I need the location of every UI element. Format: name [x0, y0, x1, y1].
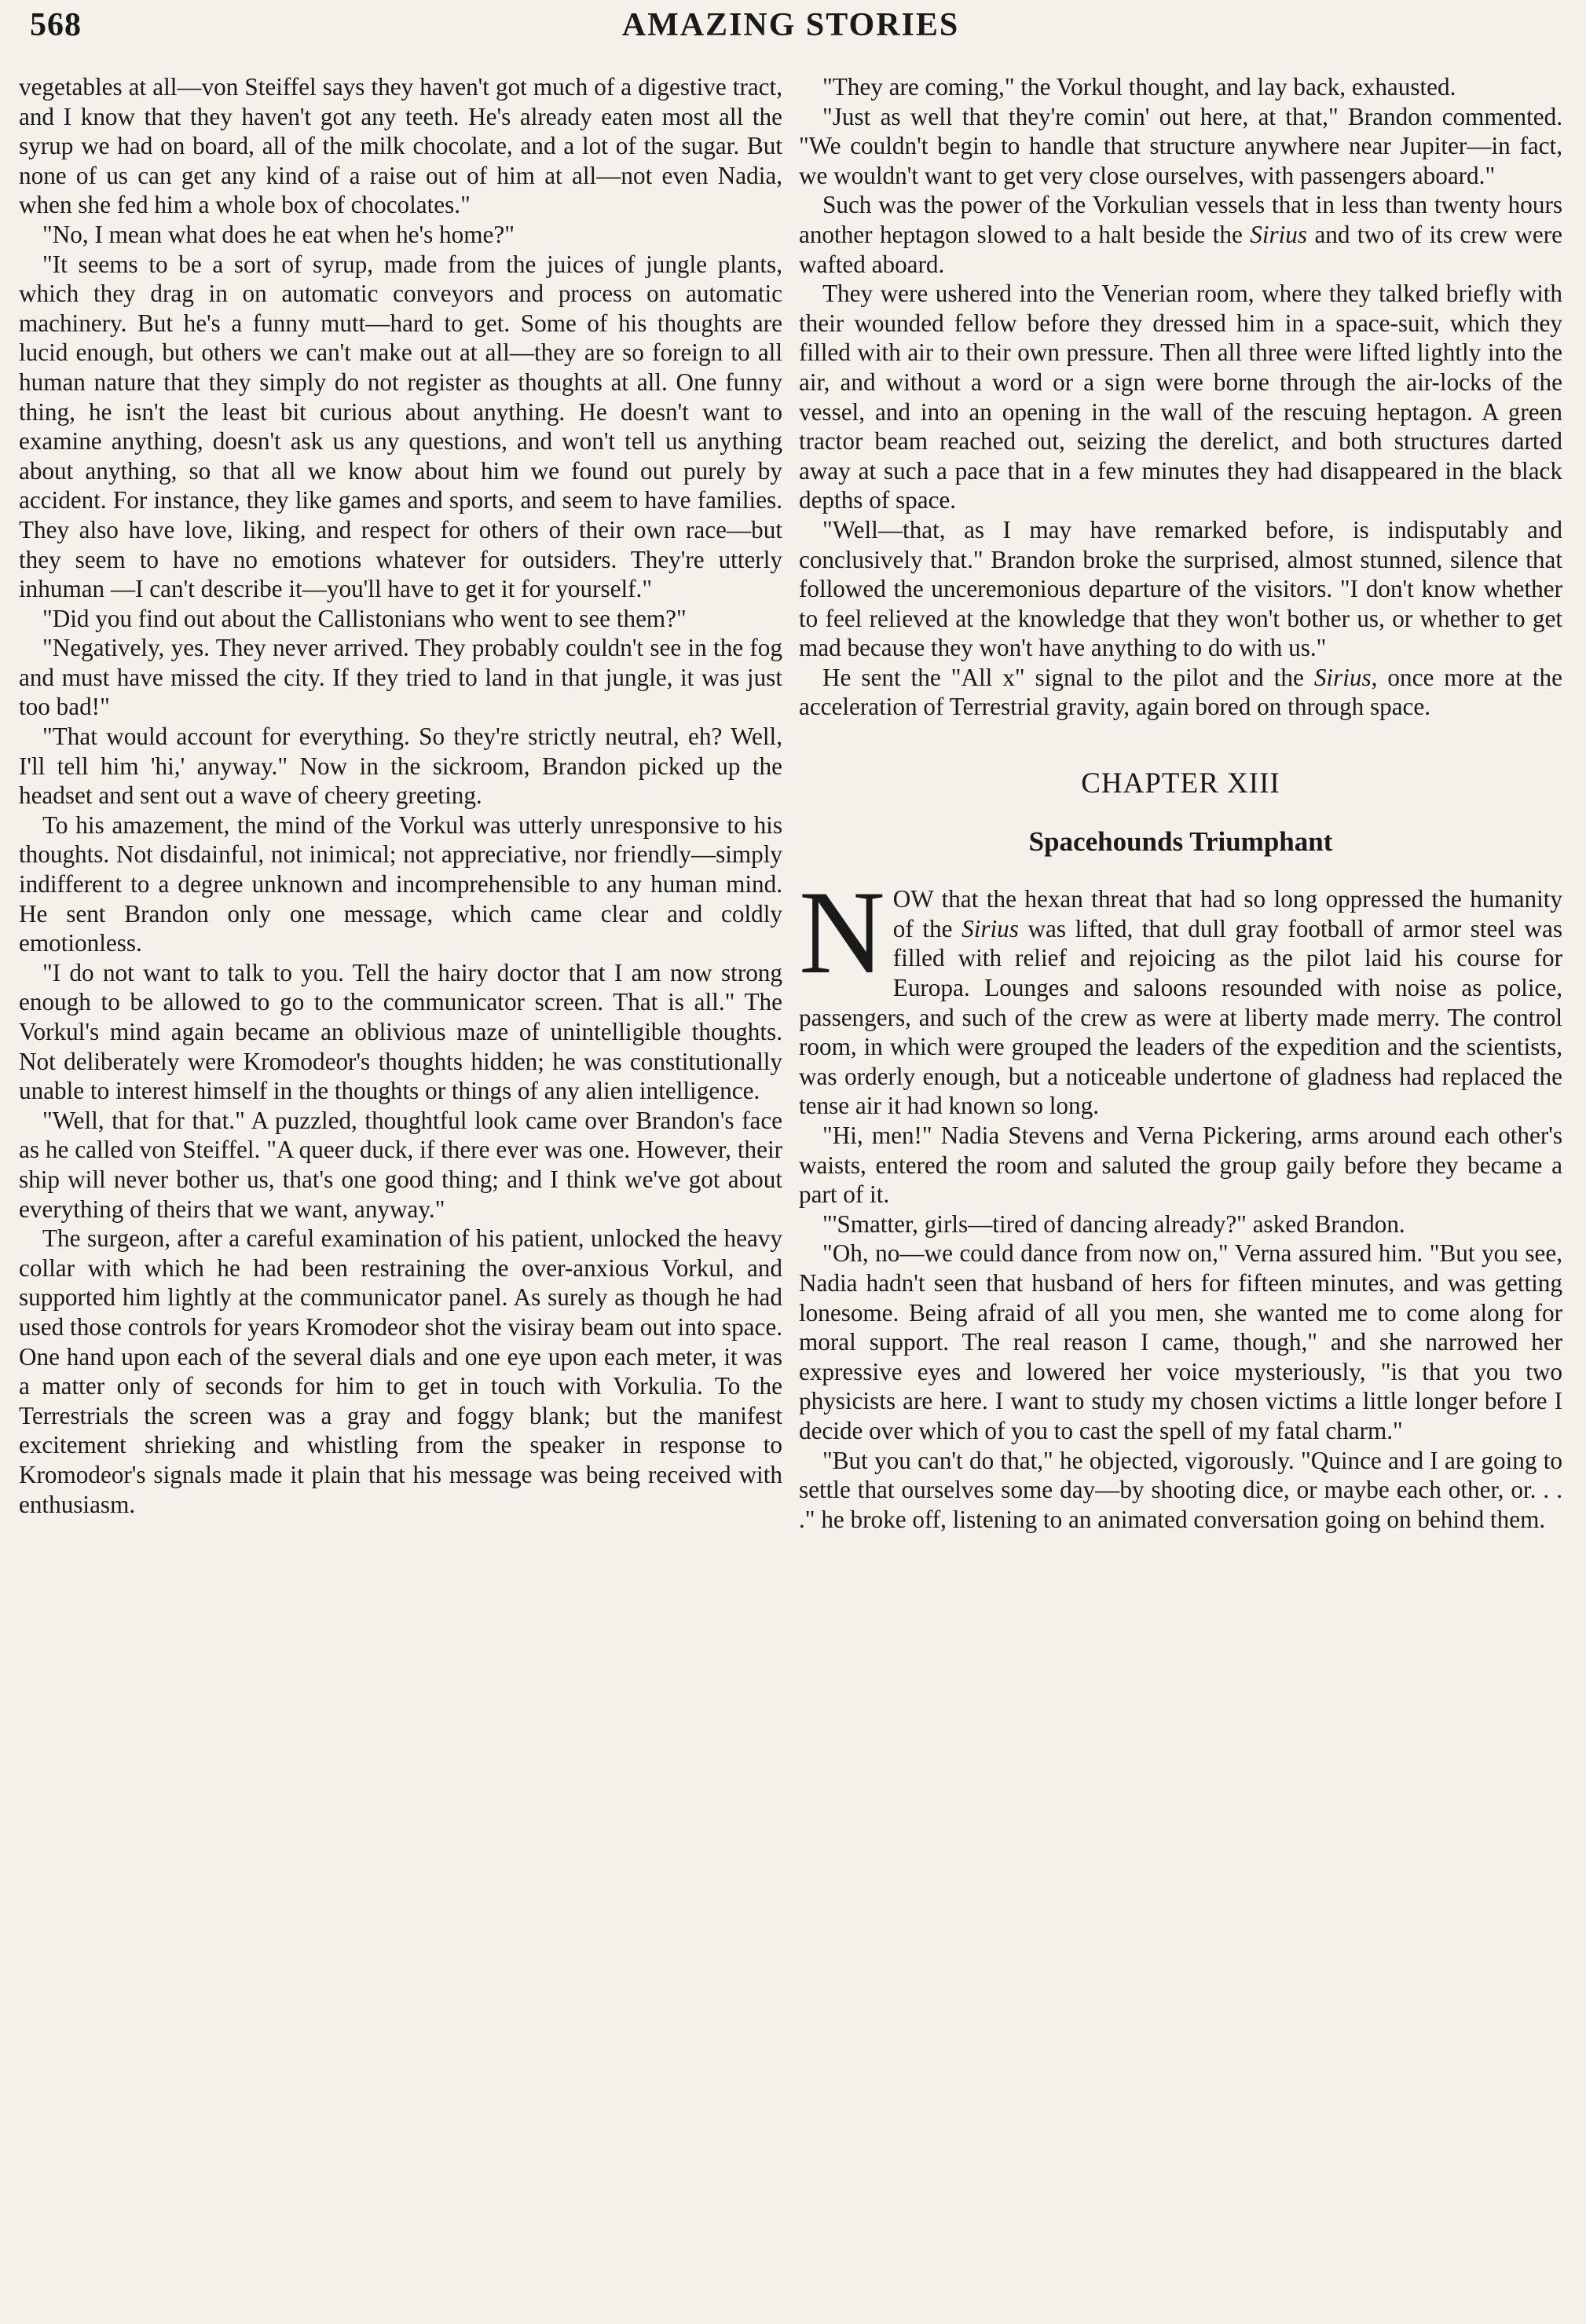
text-columns [19, 72, 1562, 2324]
running-title: AMAZING STORIES [621, 7, 960, 43]
right-column [799, 72, 1562, 2324]
paragraph: To his amazement, the mind of the Vorkul was utterly unresponsive to his thoughts. Not disdainful, not inimical; not appreciative, nor friendly—simply indifferent to a degree unknown and incomprehensible to any human mind. He sent Brandon only one message, which came clear and coldly emotionless. [19, 811, 782, 957]
paragraph: Such was the power of the Vorkulian vessels that in less than twenty hours another heptagon slowed to a halt beside the Sirius and two of its crew were wafted aboard. [799, 191, 1562, 278]
paragraph: "They are coming," the Vorkul thought, and lay back, exhausted. [822, 73, 1456, 101]
chapter-number: CHAPTER XIII [1081, 767, 1280, 800]
paragraph: "Just as well that they're comin' out here, at that," Brandon commented. "We couldn't begin to handle that structure anywhere near Jupiter—in fact, we wouldn't want to get very close ourselves, with passengers aboard." [799, 102, 1562, 189]
left-column [19, 72, 782, 2324]
paragraph: "Well, that for that." A puzzled, thoughtful look came over Brandon's face as he called von Steiffel. "A queer duck, if there ever was one. However, their ship will never bother us, that's one good thing; and I think we've got about everything of theirs that we want, anyway." [19, 1106, 782, 1223]
drop-cap: N [799, 866, 885, 999]
paragraph: The surgeon, after a careful examination of his patient, unlocked the heavy collar with which he had been restraining the over-anxious Vorkul, and supported him lightly at the communicator panel. As surely as though he had used those controls for years Kromodeor shot the visiray beam out into space. One hand upon each of the several dials and one eye upon each meter, it was a matter only of seconds for him to get in touch with Vorkulia. To the Terrestrials the screen was a gray and foggy blank; but the manifest excitement shrieking and whistling from the speaker in response to Kromodeor's signals made it plain that his message was being received with enthusiasm. [19, 1224, 782, 1518]
paragraph: vegetables at all—von Steiffel says they haven't got much of a digestive tract, and I know that they haven't got any teeth. He's already eaten most all the syrup we had on board, all of the milk chocolate, and a lot of the sugar. But none of us can get any kind of a raise out of him at all—not even Nadia, when she fed him a whole box of chocolates." [19, 73, 782, 219]
paragraph: "I do not want to talk to you. Tell the hairy doctor that I am now strong enough to be allowed to go to the communicator screen. That is all." The Vorkul's mind again became an oblivious maze of unintelligible thoughts. Not deliberately were Kromodeor's thoughts hidden; he was constitutionally unable to interest himself in the thoughts or things of any alien intelligence. [19, 958, 782, 1105]
paragraph: "That would account for everything. So they're strictly neutral, eh? Well, I'll tell him 'hi,' anyway." Now in the sickroom, Brandon picked up the headset and sent out a wave of cheery greeting. [19, 723, 782, 810]
paragraph: "It seems to be a sort of syrup, made from the juices of jungle plants, which they drag in on automatic conveyors and process on automatic machinery. But he's a funny mutt—hard to get. Some of his thoughts are lucid enough, but others we can't make out at all—they are so foreign to all human nature that they simply do not register as thoughts at all. One funny thing, he isn't the least bit curious about anything. He doesn't want to examine anything, doesn't ask us any questions, and won't tell us anything about anything, so that all we know about him we found out purely by accident. For instance, they like games and sports, and seem to have families. They also have love, liking, and respect for others of their own race—but they seem to have no emotions whatever for outsiders. They're utterly inhuman —I can't describe it—you'll have to get it for yourself." [19, 250, 782, 603]
paragraph: "No, I mean what does he eat when he's home?" [42, 220, 515, 248]
paragraph: "But you can't do that," he objected, vigorously. "Quince and I are going to settle that ourselves some day—by shooting dice, or maybe each other, or. . . ." he broke off, listening to an animated conversation going on behind them. [799, 1446, 1562, 1533]
chapter-opening-paragraph [799, 866, 1562, 1121]
paragraph: He sent the "All x" signal to the pilot and the Sirius, once more at the acceleration of Terrestrial gravity, again bored on through space. [799, 663, 1562, 721]
paragraph: "Well—that, as I may have remarked before, is indisputably and conclusively that." Brandon broke the surprised, almost stunned, silence that followed the unceremonious departure of the visitors. "I don't know whether to feel relieved at the knowledge that they won't bother us, or whether to get mad because they won't have anything to do with us." [799, 515, 1562, 662]
paragraph: They were ushered into the Venerian room, where they talked briefly with their wounded fellow before they dressed him in a space-suit, which they filled with air to their own pressure. Then all three were lifted lightly into the air, and without a word or a sign were borne through the air-locks of the vessel, and into an opening in the wall of the rescuing heptagon. A green tractor beam reached out, seizing the derelict, and both structures darted away at such a pace that in a few minutes they had disappeared in the black depths of space. [799, 280, 1562, 514]
paragraph: "'Smatter, girls—tired of dancing already?" asked Brandon. [822, 1210, 1405, 1238]
paragraph: "Negatively, yes. They never arrived. They probably couldn't see in the fog and must have missed the city. If they tried to land in that jungle, it was just too bad!" [19, 634, 782, 721]
paragraph: "Did you find out about the Callistonians who went to see them?" [42, 604, 687, 632]
paragraph: "Oh, no—we could dance from now on," Verna assured him. "But you see, Nadia hadn't seen that husband of hers for fifteen minutes, and was getting lonesome. Being afraid of all you men, she wanted me to come along for moral support. The real reason I came, though," and she narrowed her expressive eyes and lowered her voice mysteriously, "is that you two physicists are here. I want to study my chosen victims a little longer before I decide over which of you to cast the spell of my fatal charm." [799, 1239, 1562, 1444]
page-header [19, 0, 1562, 47]
chapter-heading [799, 769, 1562, 856]
page-number: 568 [30, 7, 82, 43]
paragraph: "Hi, men!" Nadia Stevens and Verna Pickering, arms around each other's waists, entered the room and saluted the group gaily before they became a part of it. [799, 1122, 1562, 1209]
opening-text: OW that the hexan threat that had so long oppressed the humanity of the Sirius was lifted, that dull gray football of armor steel was filled with relief and rejoicing as the pilot laid his course for Europa. Lounges and saloons resounded with noise as police, passengers, and such of the crew as were at liberty made merry. The control room, in which were grouped the leaders of the expedition and the scientists, was orderly enough, but a noticeable undertone of gladness had replaced the tense air it had known so long. [799, 885, 1562, 1120]
chapter-title: Spacehounds Triumphant [1028, 825, 1333, 857]
